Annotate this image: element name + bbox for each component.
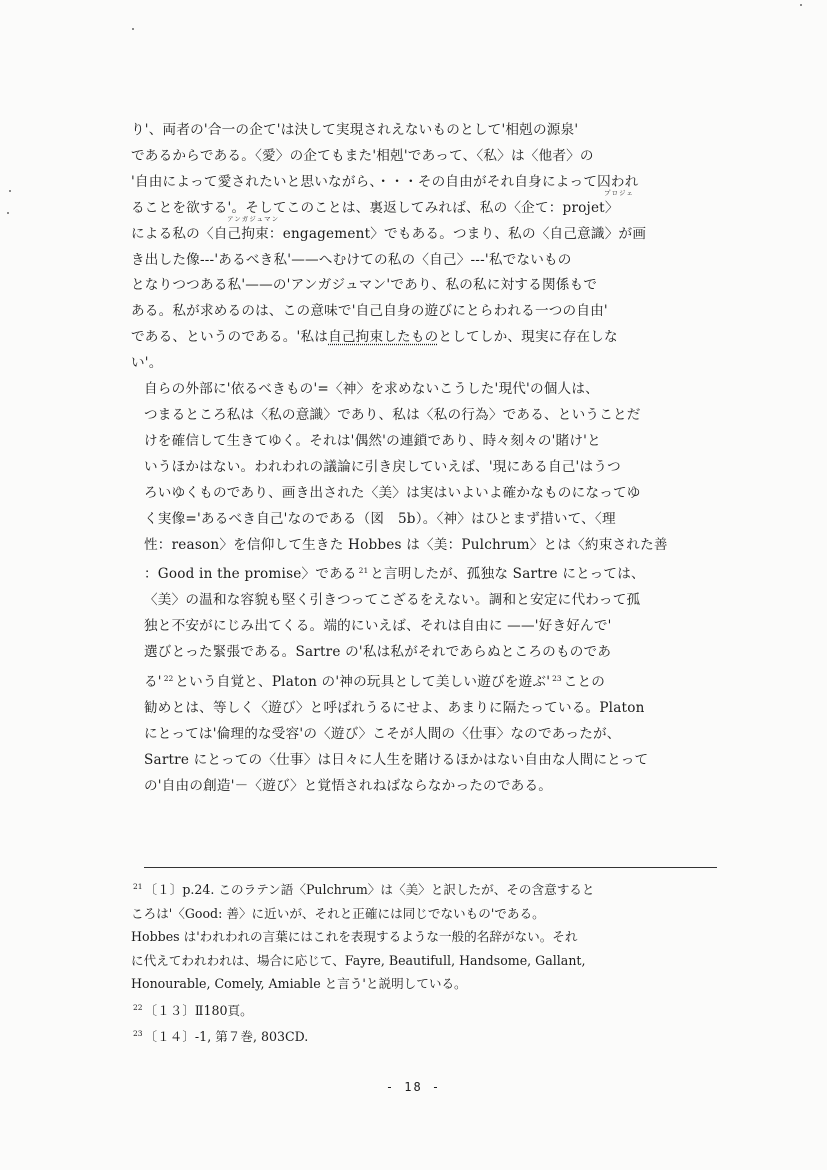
ruby-projet: プロジェ xyxy=(604,188,634,197)
paragraph-1: り'、両者の'合一の企て'は決して実現されえないものとして'相剋の源泉' であるからである。〈愛〉の企てもまた'相剋'であって、〈私〉は〈他者〉の '自由によって愛されたいと思いながら、・・・その自由がそれ自身によって囚われ プロジェ ることを欲する'。そしてこのことは、裏返してみれば、私の〈企て：projet〉 アンガジュマン による私の〈自己拘束：engagement〉でもある。つまり、私の〈自己意識〉が画 き出した像---'あるべき私'——へむけての私の〈自己〉---'私でないもの となりつつある私'——の'アンガジュマン'であり、私の私に対する関係もで ある。私が求めるのは、この意味で'自己自身の遊びにとらわれる一つの自由' である、というのである。'私は自己拘束したものとしてしか、現実に存在しな い'。 xyxy=(131,122,647,372)
footnotes xyxy=(131,875,731,1049)
footnote-ref-23: 23 xyxy=(552,674,562,684)
paragraph-2: 自らの外部に'依るべきもの'=〈神〉を求めないこうした'現代'の個人は、 つまるところ私は〈私の意識〉であり、私は〈私の行為〉である、ということだ けを確信して生きてゆく。それは'偶然'の連鎖であり、時々刻々の'賭け'と いうほかはない。われわれの議論に引き戻していえば、'現にある自己'はうつ ろいゆくものであり、画き出された〈美〉は実はいよいよ確かなものになってゆ く実像='あるべき自己'なのである（図 5b）。〈神〉はひとまず措いて、〈理 性：reason〉を信仰して生きた Hobbes は〈美：Pulchrum〉とは〈約束された善 ：Good in the promise〉である $^{21}$ と言明したが、孤独な Sartre にとっては、 〈美〉の温和な容貌も堅く引きつってこざるをえない。調和と安定に代わって孤 独と不安がにじみ出てくる。端的にいえば、それは自由に ——'好き好んで' 選びとった緊張である。Sartre の'私は私がそれであらぬところのものであ る' $^{22}$ という自覚と、Platon の'神の玩具として美しい遊びを遊ぶ' $^{23}$ ことの 勧めとは、等しく〈遊び〉と呼ばれうるにせよ、あまりに隔たっている。Platon にとっては'倫理的な受容'の〈遊び〉こそが人間の〈仕事〉なのであったが、 Sartre にとっての〈仕事〉は日々に人生を賭けるほかはない自由な人間にとって の'自由の創造'－〈遊び〉と覚悟されねばならなかったのである。 xyxy=(144,381,668,794)
footnote-23: $^{23}$ 〔１４〕-1, 第７巻, 803CD. xyxy=(133,1029,309,1044)
footnote-divider xyxy=(144,867,717,868)
footnote-22: $^{22}$ 〔１３〕Ⅱ180頁。 xyxy=(133,1002,253,1018)
footnote-number-21: 21 xyxy=(133,882,143,891)
footnote-number-22: 22 xyxy=(133,1002,143,1012)
page-number: - 18 - xyxy=(385,1080,442,1094)
underlined-phrase: 自己拘束したもの xyxy=(328,329,439,346)
footnote-number-23: 23 xyxy=(133,1029,143,1038)
footnote-21: $^{21}$ 〔１〕p.24. このラテン語〈Pulchrum〉は〈美〉と訳したが、その含意すると ころは'〈Good: 善〉に近いが、それと正確には同じでないもの'である。 Hobbes は'われわれの言葉にはこれを表現するような一般的名辞がない。それ に代えてわれわれは、場合に応じて、Fayre, Beautifull, Handsome, Gallant, Honourable, Comely, Amiable と言う'と説明している。 xyxy=(131,882,595,991)
footnote-ref-21: 21 xyxy=(358,566,369,576)
footnote-ref-22: 22 xyxy=(163,674,174,684)
ruby-engagement: アンガジュマン xyxy=(227,214,280,223)
main-text xyxy=(131,118,731,800)
